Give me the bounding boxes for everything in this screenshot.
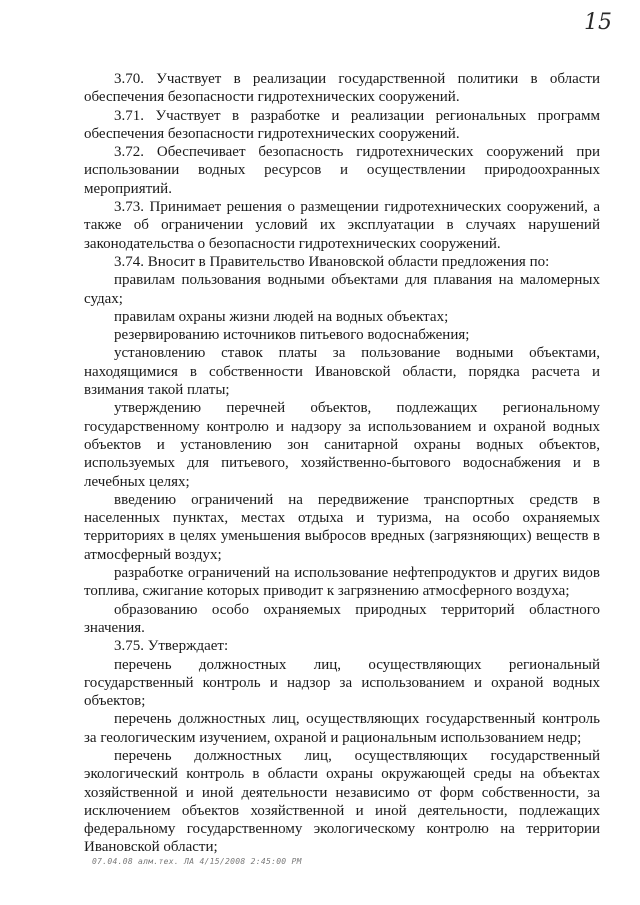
list-item: правилам охраны жизни людей на водных объектах;	[114, 308, 449, 325]
paragraph-3-72: 3.72. Обеспечивает безопасность гидротехнических сооружений при использовании водных ресурсов и осуществлении природоохранных мероприятий.	[84, 144, 600, 197]
paragraph-3-70: 3.70. Участвует в реализации государственной политики в области обеспечения безопасности гидротехнических сооружений.	[84, 71, 600, 106]
list-item: резервированию источников питьевого водоснабжения;	[114, 327, 470, 344]
paragraph-3-75: 3.75. Утверждает:	[114, 638, 229, 655]
paragraph-3-73: 3.73. Принимает решения о размещении гидротехнических сооружений, а также об ограничении условий их эксплуатации в случаях нарушений законодательства о безопасности гидротехнических сооружений.	[84, 199, 600, 252]
list-item: перечень должностных лиц, осуществляющих региональный государственный контроль и надзор за использованием и охраной водных объектов;	[84, 656, 600, 710]
footer-stamp: 07.04.08 алм.тех. ЛА 4/15/2008 2:45:00 PM	[92, 857, 302, 866]
list-item: правилам пользования водными объектами для плавания на маломерных судах;	[84, 272, 600, 307]
list-item: перечень должностных лиц, осуществляющих государственный контроль за геологическим изучением, охраной и рациональным использованием недр;	[84, 711, 600, 746]
list-item: образованию особо охраняемых природных территорий областного значения.	[84, 601, 600, 636]
document-body	[84, 70, 600, 857]
paragraph-3-71: 3.71. Участвует в разработке и реализации региональных программ обеспечения безопасности гидротехнических сооружений.	[84, 107, 600, 142]
list-item: установлению ставок платы за пользование водными объектами, находящимися в собственности Ивановской области, порядка расчета и взимания такой платы;	[84, 345, 600, 399]
list-item: перечень должностных лиц, осуществляющих государственный экологический контроль в области охраны окружающей среды на объектах хозяйственной и иной деятельности независимо от форм собственности, за исключением объектов хозяйственной и иной деятельности, подлежащих федеральному государственному экологическому контролю на территории Ивановской области;	[84, 747, 600, 856]
page-number: 15	[584, 10, 612, 35]
list-item: введению ограничений на передвижение транспортных средств в населенных пунктах, местах отдыха и туризма, на особо охраняемых территориях в целях уменьшения выбросов вредных (загрязняющих) веществ в атмосферный воздух;	[84, 491, 600, 563]
paragraph-3-74: 3.74. Вносит в Правительство Ивановской области предложения по:	[114, 253, 550, 270]
list-item: разработке ограничений на использование нефтепродуктов и других видов топлива, сжигание которых приводит к загрязнению атмосферного воздуха;	[84, 565, 600, 600]
list-item: утверждению перечней объектов, подлежащих региональному государственному контролю и надзору за использованием и охраной водных объектов и установлению зон санитарной охраны водных объектов, используемых для питьевого, хозяйственно-бытового водоснабжения и в лечебных целях;	[84, 400, 600, 490]
